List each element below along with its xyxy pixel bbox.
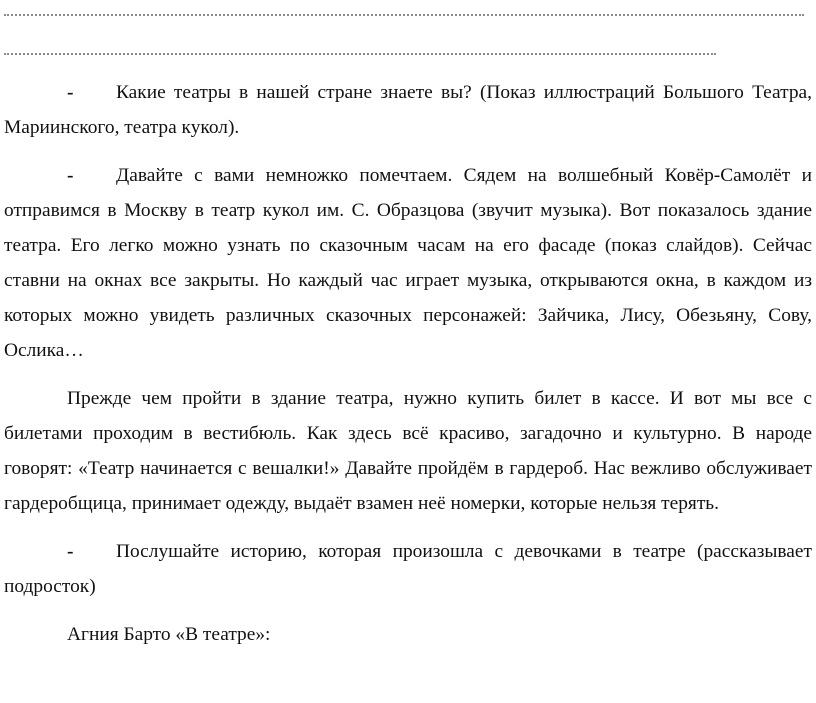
- paragraph-text: Давайте с вами немножко помечтаем. Сядем на волшебный Ковёр-Самолёт и отправимся в Москву в театр кукол им. С. Образцова (звучит музыка). Вот показалось здание театра. Его легко можно узнать по сказочным часам на его фасаде (показ слайдов). Сейчас ставни на окнах все закрыты. Но каждый час играет музыка, открываются окна, в каждом из которых можно увидеть различных сказочных персонажей: Зайчика, Лису, Обезьяну, Сову, Ослика…: [4, 165, 812, 361]
- dotted-rule-second: [4, 53, 716, 55]
- dash-marker: -: [67, 541, 74, 562]
- paragraph-text: Послушайте историю, которая произошла с девочками в театре (рассказывает подросток): [4, 541, 812, 597]
- dash-marker: -: [67, 82, 74, 103]
- paragraph-dream-journey: [4, 158, 812, 368]
- paragraph-listen-story: [4, 534, 812, 604]
- dash-marker: -: [67, 165, 74, 186]
- paragraph-ticket-cloakroom: Прежде чем пройти в здание театра, нужно купить билет в кассе. И вот мы все с билетами проходим в вестибюль. Как здесь всё красиво, загадочно и культурно. В народе говорят: «Театр начинается с вешалки!» Давайте пройдём в гардероб. Нас вежливо обслуживает гардеробщица, принимает одежду, выдаёт взамен неё номерки, которые нельзя терять.: [4, 388, 812, 514]
- dotted-rule-top: [4, 14, 804, 16]
- paragraph-theatres-question: [4, 75, 812, 145]
- paragraph-poem-title: Агния Барто «В театре»:: [67, 624, 271, 645]
- paragraph-text: Какие театры в нашей стране знаете вы? (Показ иллюстраций Большого Театра, Мариинского, театра кукол).: [4, 82, 812, 138]
- document-body: [4, 75, 812, 652]
